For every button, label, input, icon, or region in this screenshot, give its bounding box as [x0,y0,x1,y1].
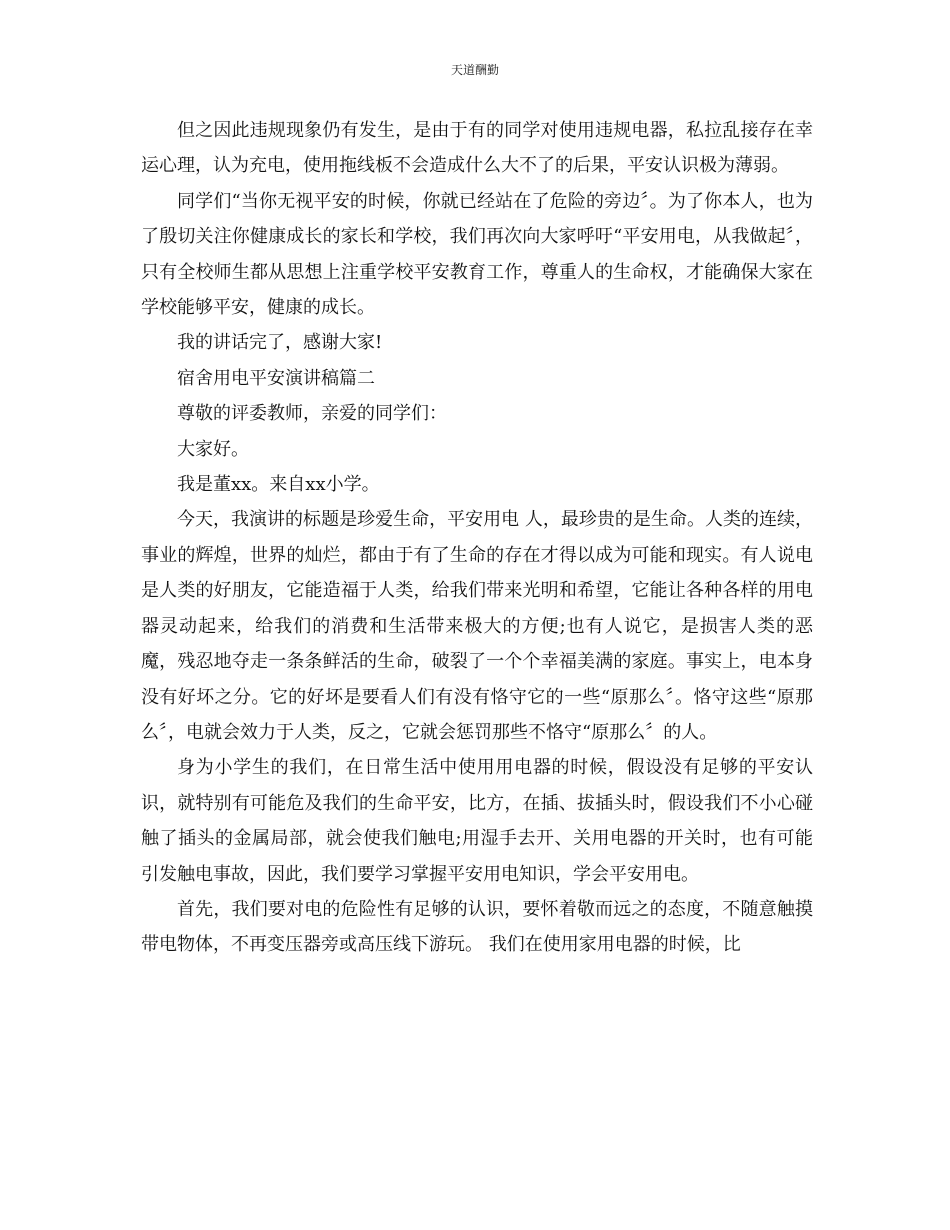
salutation: 尊敬的评委教师，亲爱的同学们： [177,403,447,425]
greeting: 大家好。 [177,438,249,460]
section-heading: 宿舍用电平安演讲稿篇二 [177,367,375,389]
paragraph: 同学们“当你无视平安的时候，你就已经站在了危险的旁边〞。为了你本人，也为了殷切关注你健康成长的家长和学校，我们再次向大家呼吁“平安用电，从我做起〞，只有全校师生都从思想上注重学校平安教育工作，尊重人的生命权，才能确保大家在学校能够平安，健康的成长。 [141,190,813,319]
paragraph: 今天，我演讲的标题是珍爱生命，平安用电 人，最珍贵的是生命。人类的连续，事业的辉煌，世界的灿烂，都由于有了生命的存在才得以成为可能和现实。有人说电是人类的好朋友，它能造福于人类，给我们带来光明和希望，它能让各种各样的用电器灵动起来，给我们的消费和生活带来极大的方便;也有人说它，是损害人类的恶魔，残忍地夺走一条条鲜活的生命，破裂了一个个幸福美满的家庭。事实上，电本身没有好坏之分。它的好坏是要看人们有没有恪守它的一些“原那么〞。恪守这些“原那么〞，电就会效力于人类，反之，它就会惩罚那些不恪守“原那么〞的人。 [141,509,813,743]
paragraph: 但之因此违规现象仍有发生，是由于有的同学对使用违规电器，私拉乱接存在幸运心理，认为充电，使用拖线板不会造成什么大不了的后果，平安认识极为薄弱。 [141,120,813,177]
document-body [141,113,813,963]
closing-remark: 我的讲话完了，感谢大家! [177,332,383,354]
self-introduction: 我是董xx。来自xx小学。 [177,474,380,496]
paragraph: 身为小学生的我们，在日常生活中使用用电器的时候，假设没有足够的平安认识，就特别有可能危及我们的生命平安，比方，在插、拔插头时，假设我们不小心碰触了插头的金属局部，就会使我们触电;用湿手去开、关用电器的开关时，也有可能引发触电事故，因此，我们要学习掌握平安用电知识，学会平安用电。 [141,757,813,885]
page-header: 天道酬勤 [450,63,499,77]
paragraph: 首先，我们要对电的危险性有足够的认识，要怀着敬而远之的态度，不随意触摸带电物体，不再变压器旁或高压线下游玩。 我们在使用家用电器的时候，比 [141,898,813,956]
